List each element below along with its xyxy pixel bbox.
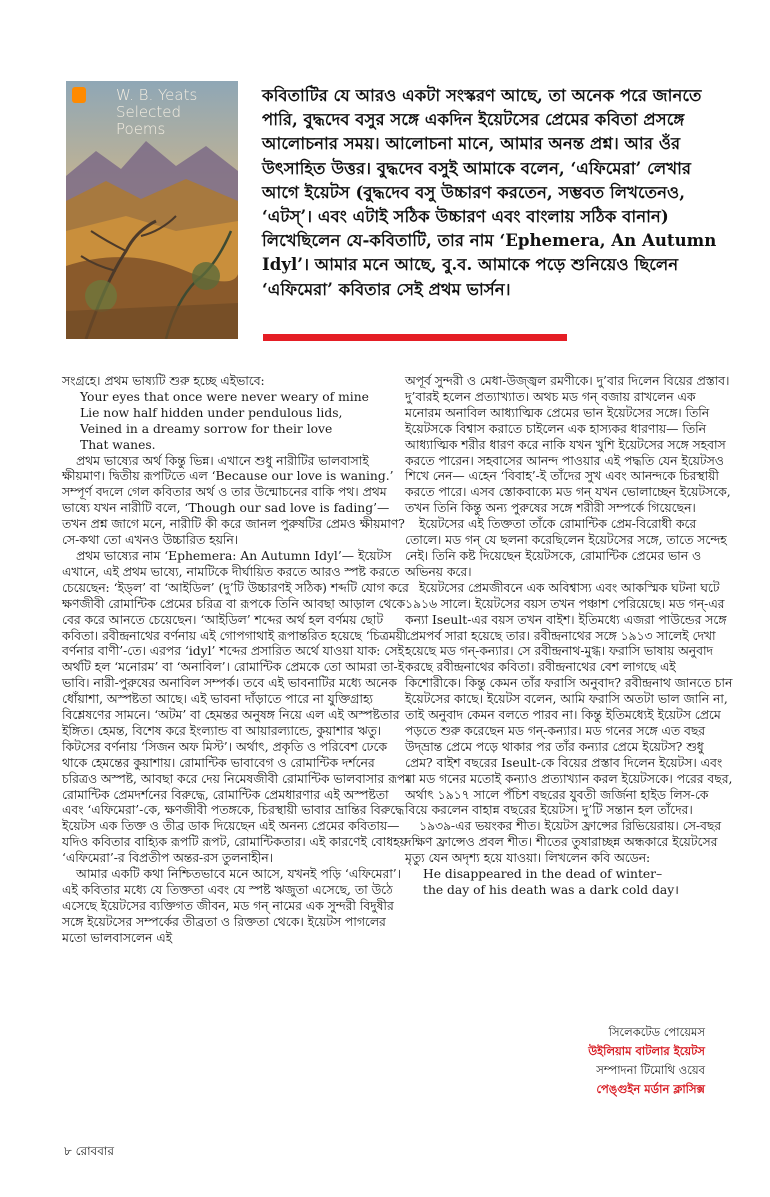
paragraph: অপূর্ব সুন্দরী ও মেধা-উজ্জ্বল রমণীকে। দু’বার দিলেন বিয়ের প্রস্তাব। দু’বারই হলেন প্রত্যাখ্যাত। অথচ মড গন্‌ বজায় রাখলেন এক মনোরম অনাবিল আধ্যাত্মিক প্রেমের ভান ইয়েটসের সঙ্গে। তিনি ইয়েটসকে বিশ্বাস করাতে চাইলেন এক হাস্যকর ধারণায়— তিনি আধ্যাত্মিক শরীর ধারণ করে নাকি যখন খুশি ইয়েটসের সঙ্গে সহবাস করতে পারেন। সহবাসের আনন্দ পাওয়ার এই পদ্ধতি যেন ইয়েটসও শিখে নেন— এহেন ‘বিবাহ’-ই তাঁদের সুখ এবং আনন্দকে চিরস্থায়ী করতে পারে। এসব স্তোকবাক্যে মড গন্‌ যখন ভোলাচ্ছেন ইয়েটসকে, তখন তিনি কিন্তু অন্য পুরুষের সঙ্গে শরীরী সম্পর্কে গিয়েছেন। xyxy=(405,374,731,516)
cover-author: W. B. Yeats xyxy=(116,86,198,104)
article-column-1 xyxy=(62,374,412,947)
poem-line: the day of his death was a dark cold day। xyxy=(423,883,679,897)
credit-book-title: সিলেকটেড পোয়েমস xyxy=(608,1025,705,1039)
cover-title-line: Selected xyxy=(116,103,182,121)
paragraph: ইয়েটসের এই তিক্ততা তাঁকে রোমান্টিক প্রেম-বিরোধী করে তোলে। মড গন্‌ যে ছলনা করেছিলেন ইয়েটসের সঙ্গে, তাতে সন্দেহ নেই। তিনি কষ্ট দিয়েছেন ইয়েটসকে, রোমান্টিক প্রেমের ভান ও অভিনয় করে। xyxy=(405,517,727,579)
poem-excerpt xyxy=(80,390,412,454)
paragraph: সংগ্রহে। প্রথম ভাষ্যটি শুরু হচ্ছে এইভাবে: xyxy=(62,374,265,388)
book-cover-image xyxy=(66,81,238,339)
paragraph: আমার একটি কথা নিশ্চিতভাবে মনে আসে, যখনই পড়ি ‘এফিমেরা’। এই কবিতার মধ্যে যে তিক্ততা এবং যে স্পষ্ট ঋজুতা এসেছে, তা উঠে এসেছে ইয়েটসের ব্যক্তিগত জীবন, মড গন্‌ নামের এক সুন্দরী বিদুষীর সঙ্গে ইয়েটসের সম্পর্কের তীব্রতা ও রিক্ততা থেকে। ইয়েটস পাগলের মতো ভালবাসলেন এই xyxy=(62,867,402,945)
red-divider xyxy=(263,334,567,341)
poem-line: That wanes. xyxy=(80,437,156,452)
penguin-logo-icon xyxy=(72,87,86,103)
poem-line: Veined in a dreamy sorrow for their love xyxy=(80,421,333,436)
poem-excerpt xyxy=(423,867,733,899)
book-credits xyxy=(540,1023,705,1099)
paragraph: ১৯৩৯-এর ভয়ংকর শীত। ইয়েটস ফ্রান্সের রিভিয়েরায়। সে-বছর দক্ষিণ ফ্রান্সেও প্রবল শীত। শীতের তুষারাচ্ছন্ন অন্ধকারে ইয়েটসের মৃত্যু যেন অদৃশ্য হয়ে যাওয়া। লিখলেন কবি অডেন: xyxy=(405,819,722,866)
pull-quote: কবিতাটির যে আরও একটা সংস্করণ আছে, তা অনেক পরে জানতে পারি, বুদ্ধদেব বসুর সঙ্গে একদিন ইয়েটসের প্রেমের কবিতা প্রসঙ্গে আলোচনার সময়। আলোচনা মানে, আমার অনন্ত প্রশ্ন। আর ওঁর উৎসাহিত উত্তর। বুদ্ধদেব বসুই আমাকে বলেন, ‘এফিমেরা’ লেখার আগে ইয়েটস (বুদ্ধদেব বসু উচ্চারণ করতেন, সম্ভবত লিখতেনও, ‘এটস্’। এবং এটাই সঠিক উচ্চারণ এবং বাংলায় সঠিক বানান) লিখেছিলেন যে-কবিতাটি, তার নাম ‘Ephemera, An Autumn Idyl’। আমার মনে আছে, বু.ব. আমাকে পড়ে শুনিয়েও ছিলেন ‘এফিমেরা’ কবিতার সেই প্রথম ভার্সন। xyxy=(262,85,717,299)
credit-author: উইলিয়াম বাটলার ইয়েটস xyxy=(588,1044,705,1058)
paragraph: ইয়েটসের প্রেমজীবনে এক অবিশ্বাস্য এবং আকস্মিক ঘটনা ঘটে ১৯১৬ সালে। ইয়েটসের বয়স তখন পঞ্চাশ পেরিয়েছে। মড গন্‌-এর কন্যা Iseult-এর বয়স তখন বাইশ। ইতিমধ্যে এজরা পাউন্ডের সঙ্গে প্রেমপর্ব সারা হয়েছে তার। রবীন্দ্রনাথের সঙ্গে ১৯১৩ সালেই দেখা হয়েছে মড গন্‌-কন্যার। সে রবীন্দ্রনাথ-মুগ্ধ। ফরাসি ভাষায় অনুবাদ করছে রবীন্দ্রনাথের কবিতা। রবীন্দ্রনাথের বেশ লাগছে এই কিশোরীকে। কিন্তু কেমন তাঁর ফরাসি অনুবাদ? রবীন্দ্রনাথ জানতে চান ইয়েটসের কাছে। ইয়েটস বলেন, আমি ফরাসি অতটা ভাল জানি না, তাই অনুবাদ কেমন বলতে পারব না। কিন্তু ইতিমধ্যেই ইয়েটস প্রেমে পড়তে শুরু করেছেন মড গন্‌-কন্যার। মড গনের সঙ্গে এত বছর উদ্‌ভ্রান্ত প্রেমে পড়ে থাকার পর তাঁর কন্যার প্রেমে ইয়েটস? শুধু প্রেম? বাইশ বছরের Iseult-কে বিয়ের প্রস্তাব দিলেন ইয়েটস। এবং মা মড গনের মতোই কন্যাও প্রত্যাখ্যান করল ইয়েটসকে। পরের বছর, অর্থাৎ ১৯১৭ সালে পঁচিশ বছরের যুবতী জর্জিনা হাইড লিস-কে বিয়ে করলেন বাহান্ন বছরের ইয়েটস। দু’টি সন্তান হল তাঁদের। xyxy=(405,580,733,818)
poem-line: Your eyes that once were never weary of mine xyxy=(80,389,369,404)
page-footer: ৮ রোববার xyxy=(64,1144,114,1158)
credit-publisher: পেঙ্গুইন মর্ডান ক্লাসিক্স xyxy=(596,1082,705,1096)
poem-line: He disappeared in the dead of winter– xyxy=(423,867,663,882)
cover-title xyxy=(116,87,234,138)
paragraph: প্রথম ভাষ্যের অর্থ কিন্তু ভিন্ন। এখানে শুধু নারীটির ভালবাসাই ক্ষীয়মাণ। দ্বিতীয় রূপটিতে এল ‘Because our love is waning.’ সম্পূর্ণ বদলে গেল কবিতার অর্থ ও তার উন্মোচনের বাকি পথ। প্রথম ভাষ্যে যখন নারীটি বলে, ‘Though our sad love is fading’— তখন প্রশ্ন জাগে মনে, নারীটি কী করে জানল পুরুষটির প্রেমও ক্ষীয়মাণ? সে-কথা তো এখনও উচ্চারিত হয়নি। xyxy=(62,453,405,548)
cover-title-line: Poems xyxy=(116,120,166,138)
paragraph: প্রথম ভাষ্যের নাম ‘Ephemera: An Autumn Idyl’— ইয়েটস এখানে, এই প্রথম ভাষ্যে, নামটিকে দীর্ঘায়িত করতে আরও স্পষ্ট করতে চেয়েছেন: ‘ইড্‌ল’ বা ‘আইডিল’ (দু’টি উচ্চারণই সঠিক) শব্দটি যোগ করে ক্ষণজীবী রোমান্টিক প্রেমের চরিত্র বা রূপকে তিনি আবছা আড়াল থেকে বের করে আনতে চেয়েছেন। ‘আইডিল’ শব্দের অর্থ হল বর্ণময় ছোট কবিতা। রবীন্দ্রনাথের বর্ণনায় এই গোপগাথাই রূপান্তরিত হয়েছে ‘চিত্রময়ী বর্ণনার বাণী’-তে। এরপর ‘idyl’ শব্দের প্রসারিত অর্থে যাওয়া যাক: সেই অর্থটি হল ‘মনোরম’ বা ‘অনাবিল’। রোমান্টিক প্রেমকে তো আমরা তা-ই ভাবি। নারী-পুরুষের অনাবিল সম্পর্ক। তবে এই ভাবনাটির মধ্যে অনেক ধোঁয়াশা, অস্পষ্টতা আছে। এই ভাবনা দাঁড়াতে পারে না যুক্তিগ্রাহ্য বিশ্লেষণের সামনে। ‘অটম’ বা হেমন্তর অনুষঙ্গ নিয়ে এল এই অস্পষ্টতার ইঙ্গিত। হেমন্ত, বিশেষ করে ইংল্যান্ড বা আয়ারল্যান্ডে, কুয়াশার ঋতু। কিটসের বর্ণনায় ‘সিজন অফ মিস্ট’। অর্থাৎ, প্রকৃতি ও পরিবেশ ঢেকে থাকে হেমন্তের কুয়াশায়। রোমান্টিক ভাবাবেগ ও রোমান্টিক দর্শনের চরিত্রও অস্পষ্ট, আবছা করে দেয় নিমেষজীবী রোমান্টিক ভালবাসার রূপ। রোমান্টিক প্রেমদর্শনের বিরুদ্ধে, রোমান্টিক প্রেমধারণার এই অস্পষ্টতা এবং ‘এফিমেরা’-কে, ক্ষণজীবী পতঙ্গকে, চিরস্থায়ী ভাবার ভ্রান্তির বিরুদ্ধে ইয়েটস এক তিক্ত ও তীব্র ডাক দিয়েছেন এই অনন্য প্রেমের কবিতায়— যদিও কবিতার বাহ্যিক রূপটি রূপট, রোমান্টিকতার। এই কারণেই বোধহয় ‘এফিমেরা’-র বিপ্রতীপ অন্তর-রস তুলনাহীন। xyxy=(62,548,410,866)
poem-line: Lie now half hidden under pendulous lids, xyxy=(80,405,343,420)
article-column-2 xyxy=(405,374,733,899)
credit-editor: সম্পাদনা টিমোথি ওয়েব xyxy=(596,1063,705,1077)
